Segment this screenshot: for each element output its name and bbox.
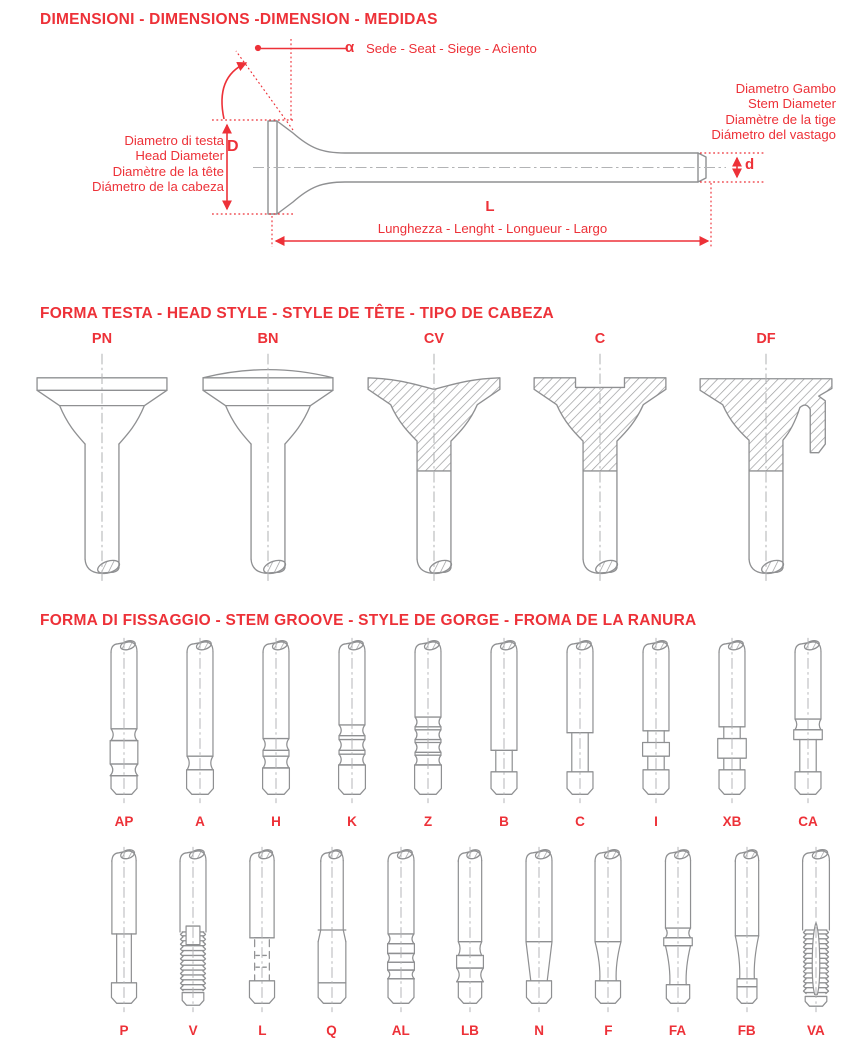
stem-groove-a (168, 635, 232, 831)
stem-groove-label: C (575, 814, 585, 829)
stem-drawing-xb (700, 635, 764, 807)
head-style-label: CV (423, 331, 445, 347)
head-style-cv (354, 331, 514, 594)
stem-groove-k (320, 635, 384, 831)
stem-groove-label: AP (114, 814, 134, 829)
stem-groove-n (507, 844, 571, 1040)
head-style-label: DF (756, 331, 776, 347)
head-style-label: C (594, 331, 606, 347)
stem-drawing-a (168, 635, 232, 807)
stem-grooves-row-1 (0, 635, 860, 831)
valve-head-drawing-pn (22, 349, 182, 589)
dimensions-title: DIMENSIONI - DIMENSIONS -DIMENSION - MEDIDAS (40, 11, 438, 28)
stem-groove-xb (700, 635, 764, 831)
stem-drawing-h (244, 635, 308, 807)
stem-drawing-ca (776, 635, 840, 807)
stem-groove-label: FB (737, 1023, 756, 1038)
stem-groove-fa (646, 844, 710, 1040)
stem-groove-label: FA (668, 1023, 687, 1038)
stem-grooves-row-2 (0, 844, 860, 1040)
stem-groove-label: A (195, 814, 205, 829)
head-styles-title: FORMA TESTA - HEAD STYLE - STYLE DE TÊTE - TIPO DE CABEZA (40, 305, 554, 322)
stem-diameter-line: Diametro Gambo (735, 81, 836, 96)
stem-diameter-label-block (711, 81, 836, 143)
valve-head-drawing-df (686, 349, 846, 589)
head-diameter-label-block (0, 133, 224, 195)
stem-drawing-al (369, 844, 433, 1016)
stem-groove-h (244, 635, 308, 831)
stem-groove-c (548, 635, 612, 831)
seat-angle-dot (255, 45, 261, 51)
head-style-label: PN (91, 331, 113, 347)
head-diameter-line: Head Diameter (135, 148, 224, 164)
stem-groove-label: V (188, 1023, 198, 1038)
stem-groove-label: B (499, 814, 509, 829)
alpha-symbol: α (345, 39, 355, 56)
stem-drawing-fa (646, 844, 710, 1016)
head-diameter-line: Diamètre de la tête (112, 163, 224, 179)
stem-groove-f (576, 844, 640, 1040)
stem-drawing-n (507, 844, 571, 1016)
stem-groove-al (369, 844, 433, 1040)
head-style-bn (188, 331, 348, 594)
stem-groove-fb (715, 844, 779, 1040)
stem-groove-label: H (271, 814, 281, 829)
stem-groove-l (230, 844, 294, 1040)
length-label: Lunghezza - Lenght - Longueur - Largo (377, 221, 608, 236)
stem-grooves-title: FORMA DI FISSAGGIO - STEM GROOVE - STYLE DE GORGE - FROMA DE LA RANURA (40, 612, 697, 629)
head-style-label: BN (257, 331, 279, 347)
stem-drawing-ap (92, 635, 156, 807)
stem-drawing-q (300, 844, 364, 1016)
stem-diameter-symbol: d (745, 156, 755, 173)
stem-drawing-l (230, 844, 294, 1016)
stem-diameter-line: Stem Diameter (748, 96, 836, 112)
seat-label: Sede - Seat - Siege - Acìento (366, 41, 537, 56)
stem-groove-label: AL (391, 1023, 410, 1038)
dimensions-diagram (0, 33, 860, 265)
head-styles-row (0, 331, 860, 594)
stem-groove-label: N (534, 1023, 544, 1038)
valve-head-drawing-cv (354, 349, 514, 589)
stem-groove-label: K (347, 814, 357, 829)
stem-drawing-f (576, 844, 640, 1016)
valve-head-drawing-c (520, 349, 680, 589)
stem-diameter-line: Diámetro del vastago (711, 127, 836, 143)
length-symbol: L (485, 198, 495, 215)
stem-drawing-z (396, 635, 460, 807)
stem-groove-label: F (604, 1023, 613, 1038)
stem-drawing-fb (715, 844, 779, 1016)
seat-angle-arc-arrow (222, 63, 246, 119)
stem-drawing-c (548, 635, 612, 807)
stem-groove-label: LB (460, 1023, 479, 1038)
stem-drawing-i (624, 635, 688, 807)
head-diameter-line: Diametro di testa (124, 133, 224, 148)
stem-groove-ap (92, 635, 156, 831)
stem-drawing-p (92, 844, 156, 1016)
stem-groove-label: Z (423, 814, 433, 829)
head-diameter-symbol: D (227, 138, 239, 155)
stem-groove-label: L (258, 1023, 267, 1038)
stem-groove-label: XB (722, 814, 742, 829)
stem-diameter-line: Diamètre de la tige (725, 111, 836, 127)
stem-drawing-lb (438, 844, 502, 1016)
stem-groove-p (92, 844, 156, 1040)
stem-groove-label: VA (806, 1023, 825, 1038)
stem-groove-label: CA (798, 814, 818, 829)
stem-groove-q (300, 844, 364, 1040)
stem-groove-label: P (119, 1023, 129, 1038)
stem-drawing-va (784, 844, 848, 1016)
valve-head-drawing-bn (188, 349, 348, 589)
head-style-pn (22, 331, 182, 594)
stem-groove-lb (438, 844, 502, 1040)
head-diameter-line: Diámetro de la cabeza (92, 179, 224, 195)
stem-groove-label: Q (326, 1023, 337, 1038)
head-style-df (686, 331, 846, 594)
stem-drawing-b (472, 635, 536, 807)
stem-groove-i (624, 635, 688, 831)
stem-drawing-k (320, 635, 384, 807)
stem-drawing-v (161, 844, 225, 1016)
stem-groove-v (161, 844, 225, 1040)
stem-groove-ca (776, 635, 840, 831)
stem-groove-b (472, 635, 536, 831)
head-style-c (520, 331, 680, 594)
stem-groove-label: I (654, 814, 658, 829)
stem-groove-z (396, 635, 460, 831)
stem-groove-va (784, 844, 848, 1040)
